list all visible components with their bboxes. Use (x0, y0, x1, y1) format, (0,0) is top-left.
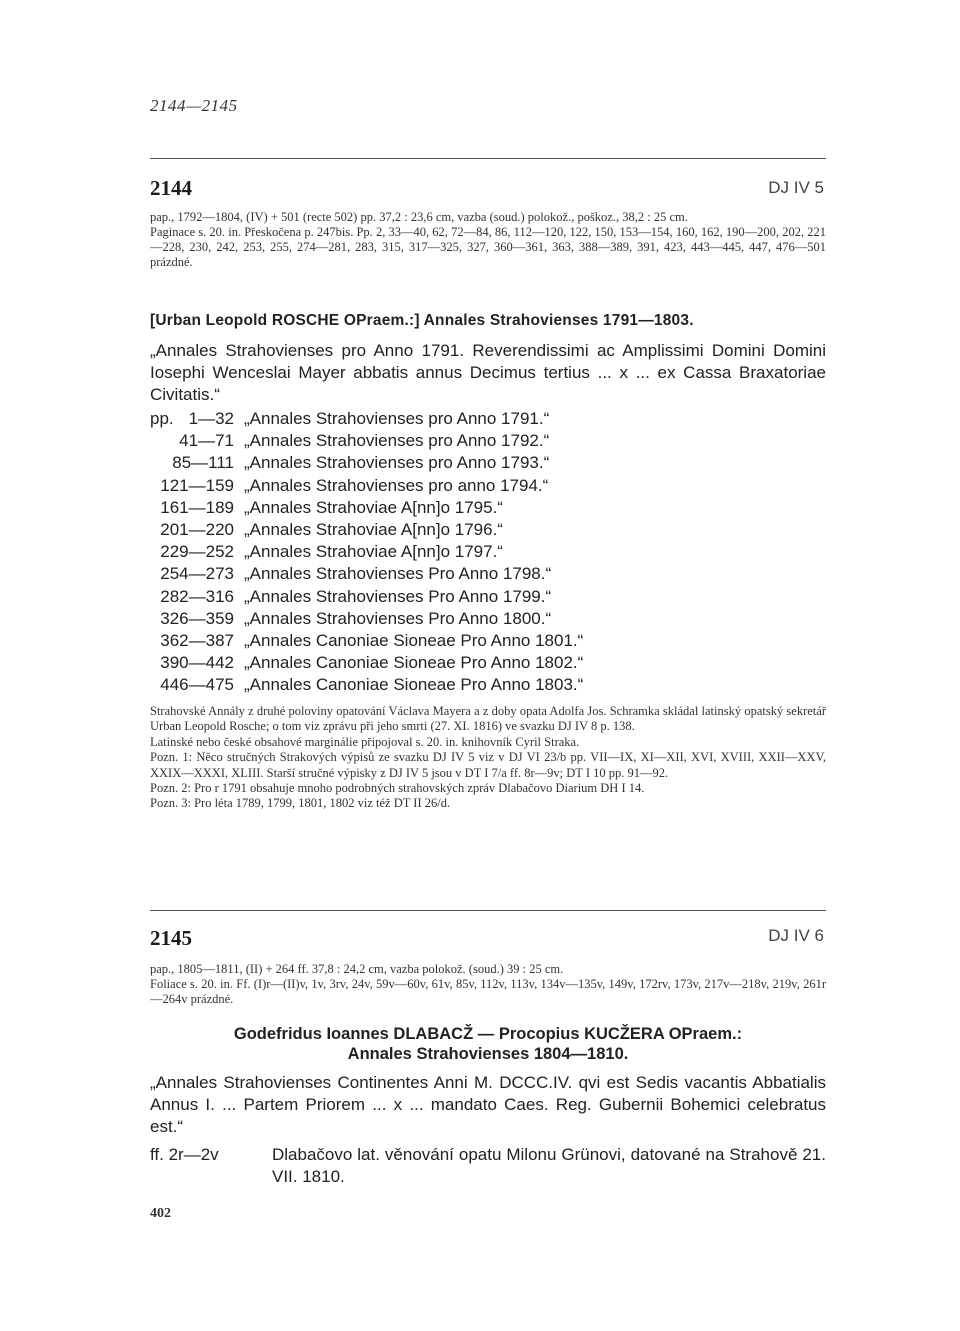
contents-list (150, 408, 583, 696)
section-title: „Annales Strahoviae A[nn]o 1797.“ (244, 542, 503, 562)
section-title: „Annales Strahovienses Pro Anno 1798.“ (244, 564, 552, 584)
note-paragraph: Latinské nebo české obsahové marginálie připojoval s. 20. in. knihovník Cyril Straka. (150, 734, 580, 749)
page-range: 41—71 (179, 431, 234, 451)
list-item (150, 541, 583, 563)
list-item (150, 452, 583, 474)
page-range: 390—442 (160, 653, 234, 673)
entry-number: 2145 (150, 926, 192, 950)
latin-title-text: „Annales Strahovienses Continentes Anni M. DCCC.IV. qvi est Sedis vacantis Abbatialis Annus I. ... Partem Priorem ... x ... mandato Caes. Reg. Gubernii Bohemici celebratus est.“ (150, 1073, 826, 1136)
page-range: 85—111 (172, 453, 234, 473)
list-item (150, 475, 583, 497)
section-title: „Annales Strahovienses pro Anno 1793.“ (244, 453, 550, 473)
page-range: 254—273 (160, 564, 234, 584)
section-title: „Annales Canoniae Sioneae Pro Anno 1802.“ (244, 653, 584, 673)
note-paragraph: Pozn. 3: Pro léta 1789, 1799, 1801, 1802 viz též DT II 26/d. (150, 796, 451, 811)
section-divider (150, 910, 826, 911)
section-title: „Annales Strahovienses pro Anno 1791.“ (244, 409, 550, 428)
list-item (150, 652, 583, 674)
page-range: 1—32 (188, 409, 234, 428)
section-title: „Annales Strahovienses Pro Anno 1800.“ (244, 608, 552, 628)
section-title: „Annales Canoniae Sioneae Pro Anno 1801.“ (244, 630, 584, 650)
shelf-mark: DJ IV 5 (768, 178, 824, 197)
heading-line: Annales Strahovienses 1804—1810. (347, 1045, 629, 1063)
latin-title (150, 1072, 826, 1138)
page-range: 229—252 (160, 542, 234, 562)
page-range: 282—316 (160, 586, 234, 606)
list-item (150, 563, 583, 585)
heading-line: Godefridus Ioannes DLABACŽ — Procopius KUCŽERA OPraem.: (233, 1025, 743, 1043)
note-paragraph: Strahovské Annály z druhé poloviny opatování Václava Mayera a z doby opata Adolfa Jos. Schramka skládal latinský opatský sekretář Urban Leopold Rosche; o tom viz zprávu při jeho smrti (27. XI. 1816) ve svazku DJ IV 8 p. 138. (150, 704, 826, 734)
physical-description (150, 962, 826, 1007)
running-head: 2144—2145 (150, 96, 238, 115)
list-item (150, 674, 583, 696)
notes-block (150, 704, 826, 812)
section-title: „Annales Strahovienses Pro Anno 1799.“ (244, 586, 552, 606)
physical-line: Foliace s. 20. in. Ff. (I)r—(II)v, 1v, 3rv, 24v, 59v—60v, 61v, 85v, 112v, 113v, 134v—135v, 149v, 172rv, 173v, 217v—218v, 219v, 261r—264v prázdné. (150, 977, 826, 1006)
page-range: 362—387 (160, 630, 234, 650)
folio-description: Dlabačovo lat. věnování opatu Milonu Grünovi, datované na Strahově 21. VII. 1810. (272, 1145, 826, 1186)
list-item (150, 519, 583, 541)
note-paragraph: Pozn. 2: Pro r 1791 obsahuje mnoho podrobných strahovských zpráv Dlabačovo Diarium DH I 14. (150, 781, 645, 796)
folio-range: ff. 2r—2v (150, 1145, 219, 1164)
note-paragraph: Pozn. 1: Něco stručných Strakových výpisů ze svazku DJ IV 5 viz v DJ VI 23/b pp. VII—IX, XI—XII, XVI, XVIII, XXII—XXV, XXIX—XXXI, XLIII. Starší stručné výpisky z DJ IV 5 jsou v DT I 7/a ff. 8r—9v; DT I 10 pp. 91—92. (150, 750, 826, 780)
list-item (150, 408, 583, 430)
physical-line: pap., 1792—1804, (IV) + 501 (recte 502) pp. 37,2 : 23,6 cm, vazba (soud.) polokož., poškoz., 38,2 : 25 cm. (150, 210, 688, 224)
section-title: „Annales Canoniae Sioneae Pro Anno 1803.“ (244, 675, 584, 695)
list-item (150, 497, 583, 519)
page-range: 326—359 (160, 608, 234, 628)
section-divider (150, 158, 826, 159)
list-item (150, 586, 583, 608)
section-title: „Annales Strahoviae A[nn]o 1796.“ (244, 519, 503, 539)
latin-title-text: „Annales Strahovienses pro Anno 1791. Reverendissimi ac Amplissimi Domini Domini Iosephi Wenceslai Mayer abbatis annus Decimus tertius ... x ... ex Cassa Braxatoriae Civitatis.“ (150, 341, 826, 404)
page-number: 402 (150, 1206, 171, 1221)
physical-line: pap., 1805—1811, (II) + 264 ff. 37,8 : 24,2 cm, vazba polokož. (soud.) 39 : 25 cm. (150, 962, 564, 976)
list-item (150, 630, 583, 652)
pp-label: pp. (150, 409, 174, 428)
page-range: 161—189 (160, 497, 234, 517)
page-range: 201—220 (160, 519, 234, 539)
section-title: „Annales Strahovienses pro Anno 1792.“ (244, 431, 550, 451)
page-range: 446—475 (160, 675, 234, 695)
entry-heading: [Urban Leopold ROSCHE OPraem.:] Annales Strahovienses 1791—1803. (150, 312, 694, 329)
list-item (150, 608, 583, 630)
entry-number: 2144 (150, 176, 192, 200)
section-title: „Annales Strahoviae A[nn]o 1795.“ (244, 497, 503, 517)
section-title: „Annales Strahovienses pro anno 1794.“ (244, 475, 549, 495)
entry-heading (150, 1024, 826, 1064)
physical-line: Paginace s. 20. in. Přeskočena p. 247bis. Pp. 2, 33—40, 62, 72—84, 86, 112—120, 122, 150, 153—154, 160, 162, 190—200, 202, 221—228, 230, 242, 253, 255, 274—281, 283, 315, 317—325, 327, 360—361, 363, 388—389, 391, 423, 443—445, 447, 476—501 prázdné. (150, 225, 826, 269)
shelf-mark: DJ IV 6 (768, 926, 824, 945)
physical-description (150, 210, 826, 270)
list-item (150, 430, 583, 452)
page-range: 121—159 (160, 475, 234, 495)
latin-title (150, 340, 826, 406)
